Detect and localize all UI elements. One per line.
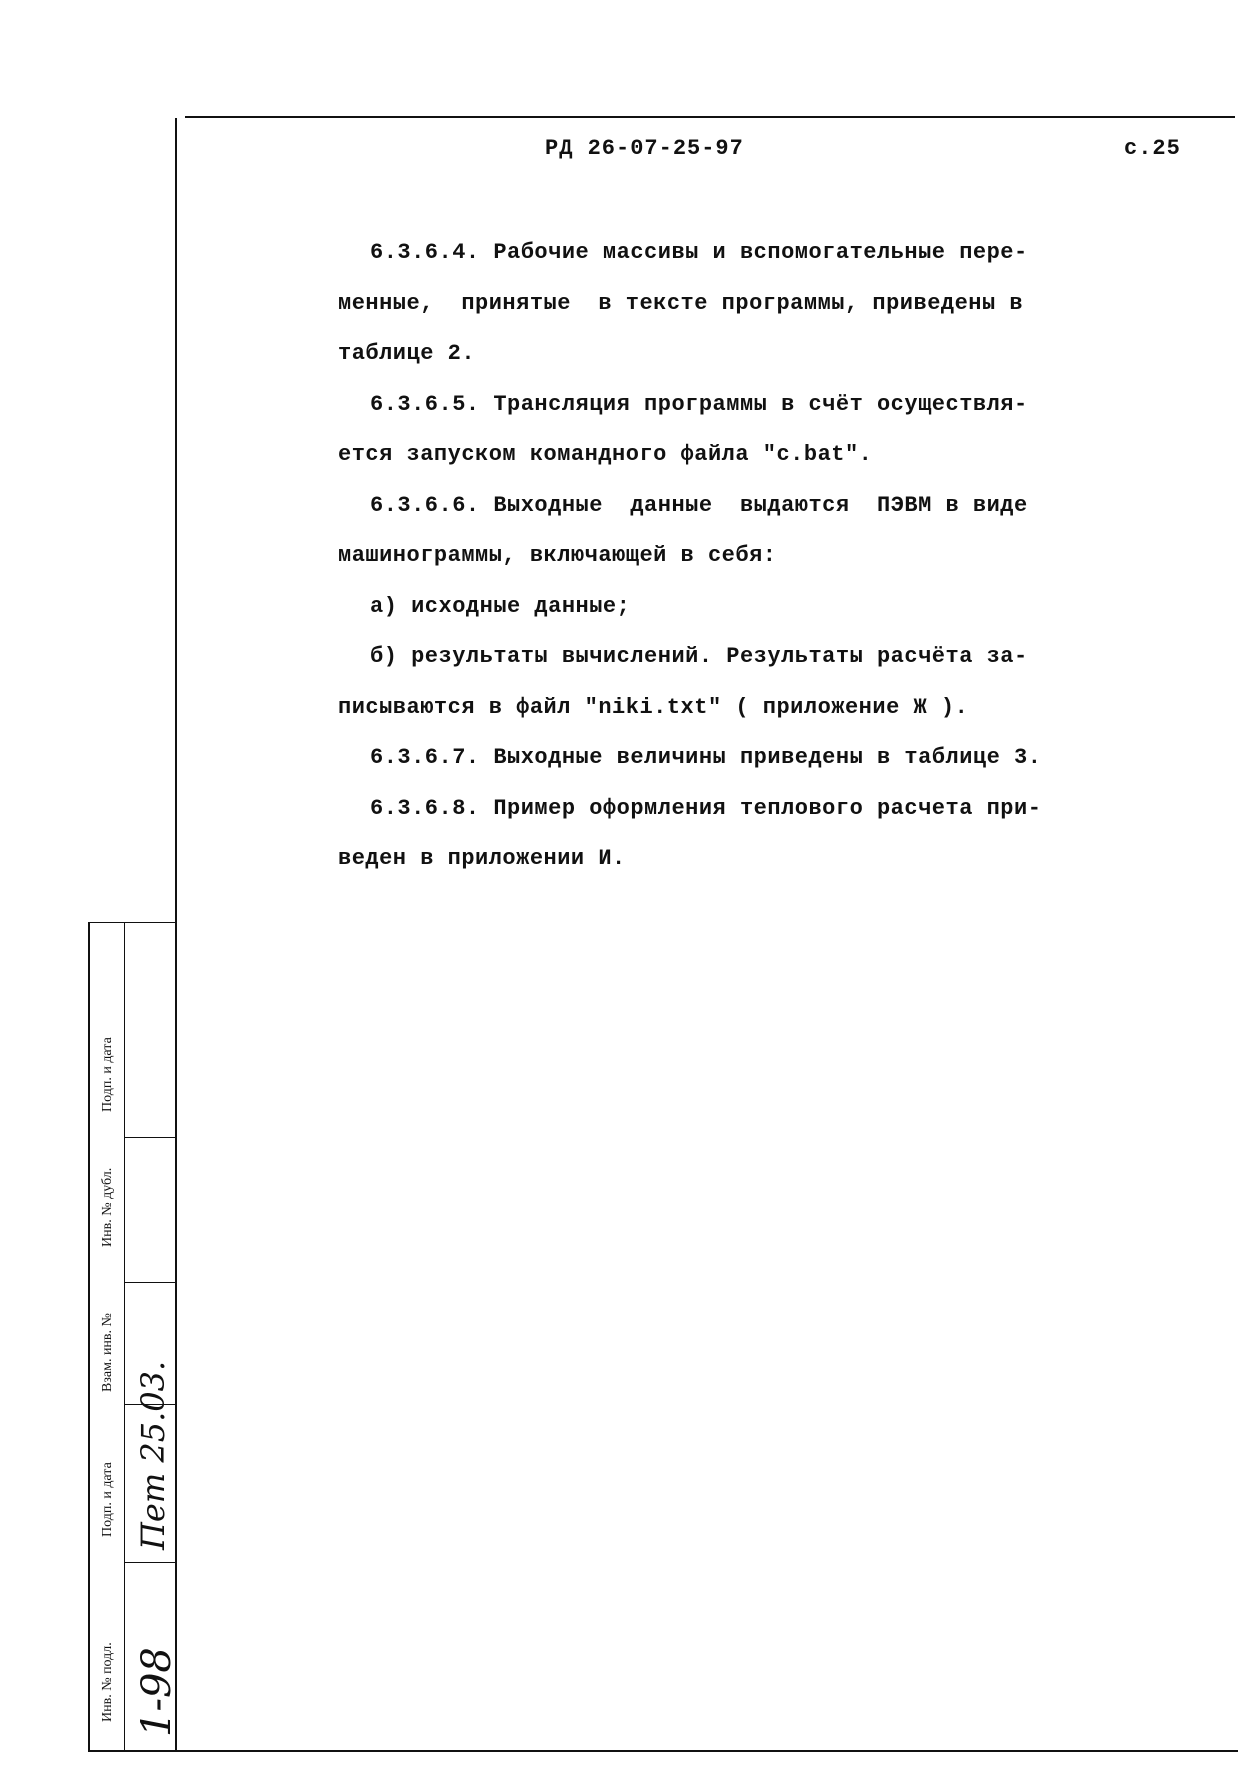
text-line: писываются в файл "niki.txt" ( приложение Ж ). (338, 695, 969, 720)
stamp-label-podp-data-top: Подп. и дата (100, 1037, 115, 1112)
stamp-label-inv-dubl: Инв. № дубл. (100, 1167, 115, 1247)
text-line: б) результаты вычислений. Результаты расчёта за- (370, 644, 1028, 669)
stamp-label-vzam-inv: Взам. инв. № (100, 1313, 115, 1392)
text-line: веден в приложении И. (338, 846, 626, 871)
stamp-label-podp-data: Подп. и дата (100, 1462, 115, 1537)
text-line: а) исходные данные; (370, 594, 631, 619)
stamp-sidebar (88, 922, 180, 1752)
text-line: 6.3.6.6. Выходные данные выдаются ПЭВМ в виде (370, 493, 1028, 518)
page-number: с.25 (1124, 136, 1181, 161)
text-line: 6.3.6.5. Трансляция программы в счёт осуществля- (370, 392, 1028, 417)
text-line: 6.3.6.4. Рабочие массивы и вспомогательные пере- (370, 240, 1028, 265)
stamp-label-inv-podl: Инв. № подл. (100, 1642, 115, 1722)
document-code: РД 26-07-25-97 (545, 136, 744, 161)
frame-bottom-border (88, 1750, 1238, 1752)
frame-top-border (185, 116, 1235, 118)
handwritten-inv-podl: 1-98 (134, 1647, 180, 1737)
handwritten-signature-date: Пет 25.03. (134, 1360, 172, 1550)
text-line: 6.3.6.7. Выходные величины приведены в таблице 3. (370, 745, 1042, 770)
text-line: таблице 2. (338, 341, 476, 366)
text-line: ется запуском командного файла "c.bat". (338, 442, 873, 467)
text-line: машинограммы, включающей в себя: (338, 543, 777, 568)
text-line: 6.3.6.8. Пример оформления теплового расчета при- (370, 796, 1042, 821)
text-line: менные, принятые в тексте программы, приведены в (338, 291, 1024, 316)
